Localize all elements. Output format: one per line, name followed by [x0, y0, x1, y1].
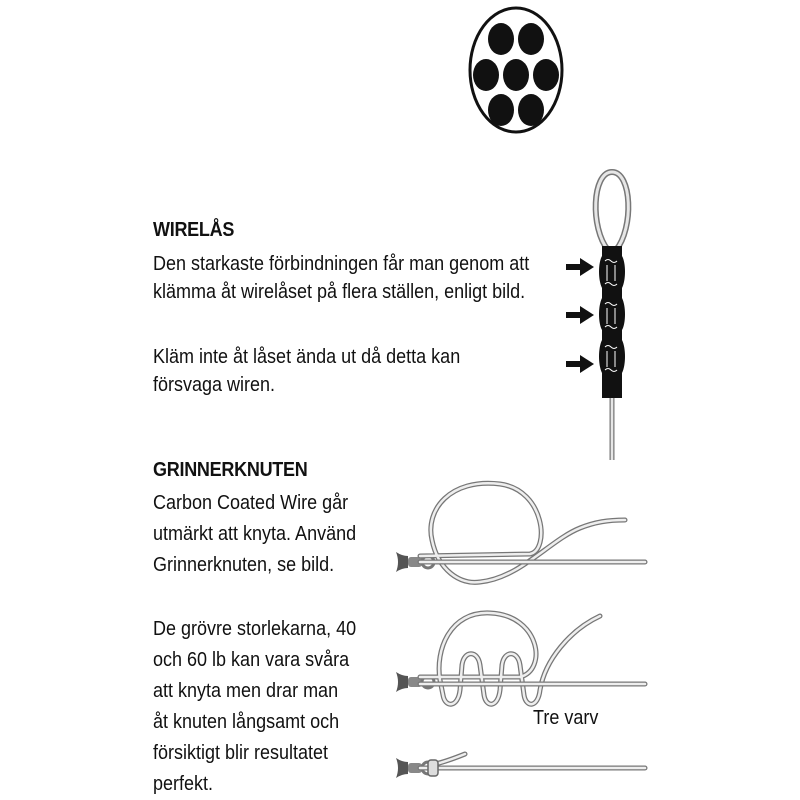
grinnerknuten-paragraph-1 — [153, 488, 356, 581]
grinnerknuten-heading: GRINNERKNUTEN — [153, 459, 308, 481]
text-line: utmärkt att knyta. Använd — [153, 523, 357, 545]
text-line: De grövre storlekarna, 40 — [153, 618, 357, 640]
text-line: försiktigt blir resultatet — [153, 742, 329, 764]
knot-step-3-diagram — [380, 748, 670, 788]
text-line: Den starkaste förbindningen får man genom att — [153, 253, 530, 275]
text-line: försvaga wiren. — [153, 374, 276, 396]
text-line: att knyta men drar man — [153, 680, 339, 702]
text-line: perfekt. — [153, 773, 214, 795]
crimp-arrow-icon — [566, 306, 596, 324]
text-line: Grinnerknuten, se bild. — [153, 554, 335, 576]
text-line: Carbon Coated Wire går — [153, 492, 349, 514]
text-line: Kläm inte åt låset ända ut då detta kan — [153, 346, 461, 368]
crimp-arrow-icon — [566, 355, 596, 373]
wirelas-paragraph-2 — [153, 343, 460, 399]
crimp-arrow-icon — [566, 258, 596, 276]
grinnerknuten-paragraph-2 — [153, 614, 356, 800]
text-line: åt knuten långsamt och — [153, 711, 340, 733]
text-line: och 60 lb kan vara svåra — [153, 649, 350, 671]
wirelas-heading: WIRELÅS — [153, 219, 235, 241]
wire-cross-section-icon — [466, 4, 566, 136]
turns-label: Tre varv — [533, 707, 599, 729]
text-line: klämma åt wirelåset på flera ställen, enligt bild. — [153, 281, 526, 303]
wirelas-paragraph-1 — [153, 250, 529, 306]
knot-step-1-diagram — [380, 470, 670, 600]
knot-step-2-diagram — [380, 610, 670, 720]
